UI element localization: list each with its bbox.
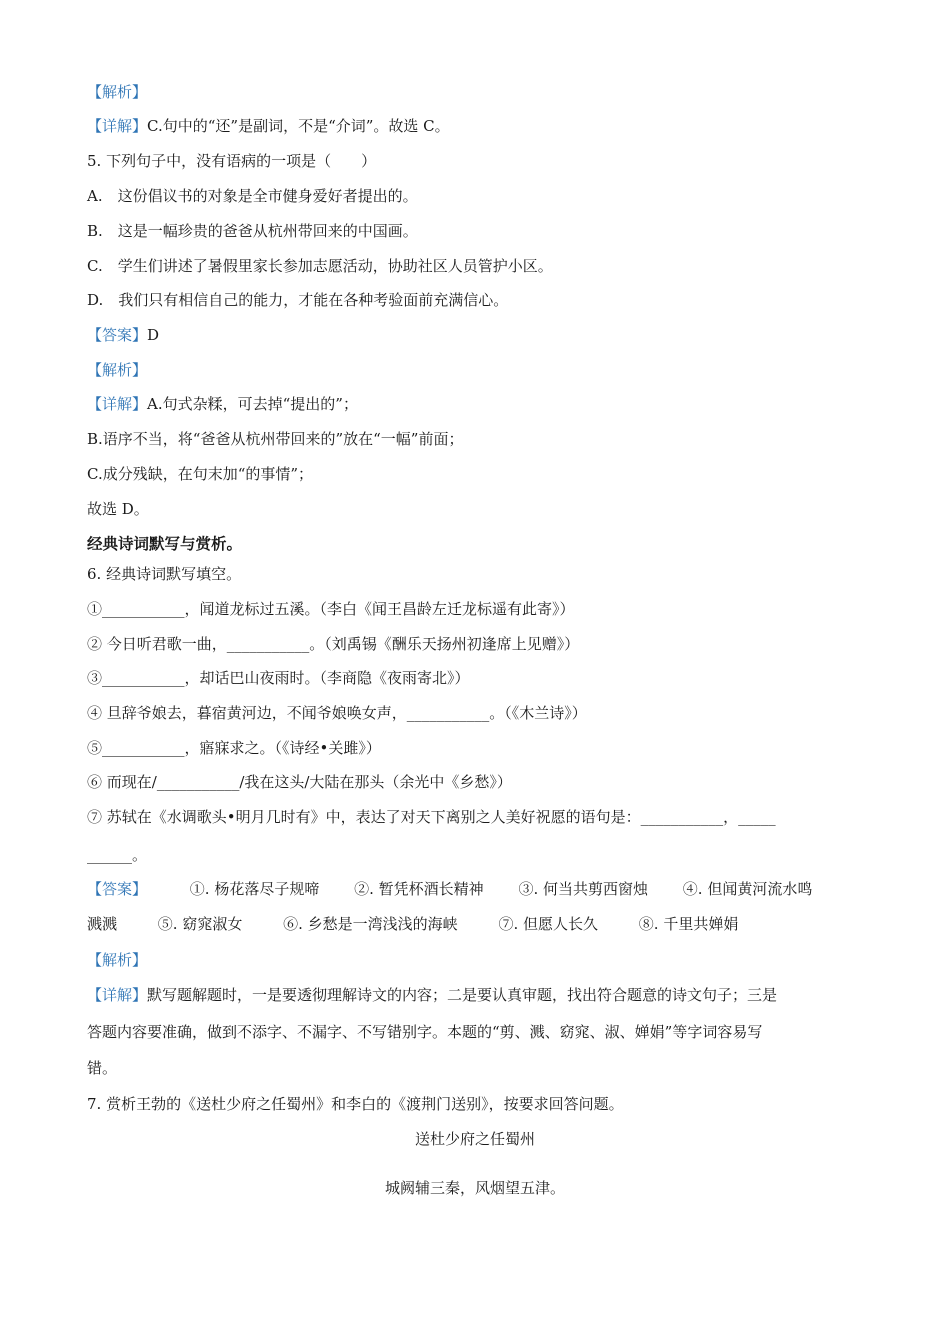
q6-item-cont: ______。 bbox=[87, 846, 148, 864]
analysis-tag: 【解析】 bbox=[87, 361, 148, 379]
q6-stem: 6. 经典诗词默写填空。 bbox=[87, 565, 242, 583]
q7-stem: 7. 赏析王勃的《送杜少府之任蜀州》和李白的《渡荆门送别》，按要求回答问题。 bbox=[87, 1095, 624, 1113]
q6-answers-row1 bbox=[87, 879, 812, 899]
q5-option-c: C. 学生们讲述了暑假里家长参加志愿活动，协助社区人员管护小区。 bbox=[87, 257, 553, 275]
q6-item: ⑤___________，寤寐求之。（《诗经•关雎》） bbox=[87, 739, 381, 757]
q6-detail-line bbox=[87, 985, 777, 1005]
q5-option-a: A. 这份倡议书的对象是全市健身爱好者提出的。 bbox=[87, 187, 418, 205]
q5-answer bbox=[87, 325, 159, 345]
analysis-tag: 【解析】 bbox=[87, 951, 148, 969]
answer-tag: 【答案】 bbox=[87, 880, 148, 898]
q6-answers-row2 bbox=[87, 914, 738, 934]
detail-tag: 【详解】 bbox=[87, 395, 148, 413]
poem-line: 城阙辅三秦，风烟望五津。 bbox=[384, 1179, 565, 1197]
q5-detail-line: C.成分残缺，在句末加“的事情”； bbox=[87, 465, 314, 483]
q5-detail-line: B.语序不当，将“爸爸从杭州带回来的”放在“一幅”前面； bbox=[87, 430, 464, 448]
q6-item: ③___________，却话巴山夜雨时。（李商隐《夜雨寄北》） bbox=[87, 669, 470, 687]
q6-item: ①___________，闻道龙标过五溪。（李白《闻王昌龄左迁龙标遥有此寄》） bbox=[87, 600, 575, 618]
q6-item: ④ 旦辞爷娘去，暮宿黄河边，不闻爷娘唤女声，___________。（《木兰诗》） bbox=[87, 704, 587, 722]
poem-title: 送杜少府之任蜀州 bbox=[414, 1130, 535, 1148]
q5-stem: 5. 下列句子中，没有语病的一项是（ ） bbox=[87, 152, 377, 170]
answer-value: D bbox=[147, 326, 160, 344]
q6-item: ② 今日听君歌一曲，___________。（刘禹锡《酬乐天扬州初逢席上见赠》） bbox=[87, 635, 580, 653]
detail-text: A.句式杂糅，可去掉“提出的”； bbox=[147, 395, 358, 413]
detail-text: 默写题解题时，一是要透彻理解诗文的内容；二是要认真审题，找出符合题意的诗文句子；三是 bbox=[147, 986, 778, 1004]
answer-item: ③. 何当共剪西窗烛 bbox=[518, 880, 648, 898]
answer-item: ①. 杨花落尽子规啼 bbox=[189, 880, 320, 898]
answer-item: ⑥. 乡愁是一湾浅浅的海峡 bbox=[283, 915, 458, 933]
answer-item: ④. 但闻黄河流水鸣 bbox=[682, 880, 813, 898]
answer-tag: 【答案】 bbox=[87, 326, 148, 344]
q5-detail-line: 故选 D。 bbox=[87, 500, 149, 518]
answer-item: ⑧. 千里共婵娟 bbox=[638, 915, 739, 933]
answer-item: ②. 暂凭杯酒长精神 bbox=[354, 880, 484, 898]
analysis-tag: 【解析】 bbox=[87, 83, 148, 101]
q4-detail bbox=[87, 116, 450, 136]
answer-item-cont: 溅溅 bbox=[87, 915, 118, 933]
q6-item: ⑦ 苏轼在《水调歌头•明月几时有》中，表达了对天下离别之人美好祝愿的语句是：___________，_____ bbox=[87, 808, 776, 826]
q6-detail-line: 错。 bbox=[87, 1059, 118, 1077]
answer-item: ⑤. 窈窕淑女 bbox=[157, 915, 243, 933]
detail-tag: 【详解】 bbox=[87, 986, 148, 1004]
q5-detail-line bbox=[87, 394, 358, 414]
answer-item: ⑦. 但愿人长久 bbox=[498, 915, 598, 933]
q6-item: ⑥ 而现在/___________/我在这头/大陆在那头（余光中《乡愁》） bbox=[87, 773, 512, 791]
q6-detail-line: 答题内容要准确，做到不添字、不漏字、不写错别字。本题的“剪、溅、窈窕、淑、婵娟”等字词容易写 bbox=[87, 1023, 763, 1041]
detail-tag: 【详解】 bbox=[87, 117, 148, 135]
section-title: 经典诗词默写与赏析。 bbox=[87, 535, 243, 553]
q5-option-b: B. 这是一幅珍贵的爸爸从杭州带回来的中国画。 bbox=[87, 222, 418, 240]
q5-option-d: D. 我们只有相信自己的能力，才能在各种考验面前充满信心。 bbox=[87, 291, 509, 309]
detail-text: C.句中的“还”是副词，不是“介词”。故选 C。 bbox=[147, 117, 450, 135]
